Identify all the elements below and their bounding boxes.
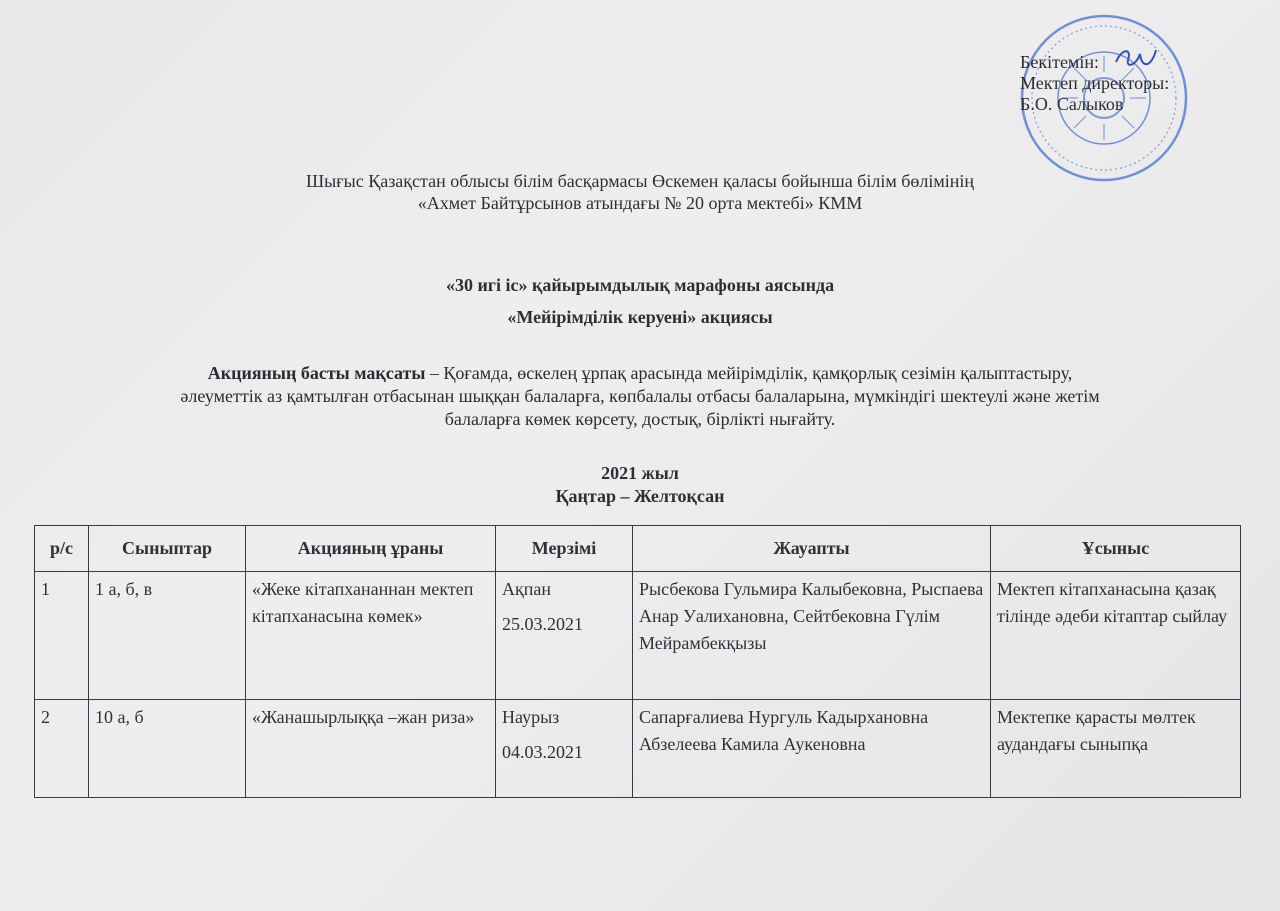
row-proposal: Мектепке қарасты мөлтек аудандағы сыныпқа: [991, 700, 1241, 798]
event-line-2: «Мейірімділік керуені» акциясы: [507, 307, 773, 327]
col-header-classes: Сыныптар: [89, 526, 246, 572]
goal-line-1: [30, 362, 1250, 385]
goal-text-1: Қоғамда, өскелең ұрпақ арасында мейірімділік, қамқорлық сезімін қалыптастыру,: [443, 363, 1073, 383]
approval-line-director: Мектеп директоры:: [1020, 73, 1170, 93]
period-year: 2021 жыл: [601, 463, 679, 483]
row-slogan: «Жеке кітапхананнан мектеп кітапханасына көмек»: [246, 572, 496, 700]
event-title: [0, 269, 1280, 333]
col-header-slogan: Акцияның ұраны: [246, 526, 496, 572]
row-responsible: Рысбекова Гульмира Калыбековна, Рыспаева Анар Уалихановна, Сейтбековна Гүлім Мейрамбекқызы: [633, 572, 991, 700]
goal-label: Акцияның басты мақсаты: [207, 363, 426, 383]
action-plan-table: [34, 525, 1241, 798]
row-month: Наурыз: [502, 707, 560, 727]
row-slogan: «Жанашырлыққа –жан риза»: [246, 700, 496, 798]
table-row: [35, 700, 1241, 798]
row-deadline: [496, 700, 633, 798]
row-month: Ақпан: [502, 579, 551, 599]
row-number: 1: [35, 572, 89, 700]
org-line-1: Шығыс Қазақстан облысы білім басқармасы Өскемен қаласы бойынша білім бөлімінің: [305, 171, 975, 191]
col-header-deadline: Мерзімі: [496, 526, 633, 572]
table-row: [35, 572, 1241, 700]
approval-line-name: Б.О. Салыков: [1020, 94, 1124, 114]
col-header-responsible: Жауапты: [633, 526, 991, 572]
row-classes: 1 а, б, в: [89, 572, 246, 700]
row-classes: 10 а, б: [89, 700, 246, 798]
period-months: Қаңтар – Желтоқсан: [555, 486, 725, 506]
table-header-row: [35, 526, 1241, 572]
row-proposal: Мектеп кітапханасына қазақ тілінде әдеби кітаптар сыйлау: [991, 572, 1241, 700]
event-line-1: «30 игі іс» қайырымдылық марафоны аясында: [445, 275, 835, 295]
goal-line-3: балаларға көмек көрсету, достық, бірлікті нығайту.: [444, 409, 836, 429]
goal-paragraph: [30, 362, 1250, 431]
col-header-number: р/с: [35, 526, 89, 572]
approval-line-approve: Бекітемін:: [1020, 52, 1099, 72]
col-header-proposal: Ұсыныс: [991, 526, 1241, 572]
director-signature: [1112, 40, 1162, 74]
period-block: [0, 462, 1280, 508]
row-number: 2: [35, 700, 89, 798]
row-date: 25.03.2021: [502, 614, 583, 634]
goal-line-2: әлеуметтік аз қамтылған отбасынан шыққан балаларға, көпбалалы отбасы балаларына, мүмкіндігі шектеулі және жетім: [180, 386, 1100, 406]
row-deadline: [496, 572, 633, 700]
goal-dash: –: [425, 363, 444, 383]
row-date: 04.03.2021: [502, 742, 583, 762]
org-line-2: «Ахмет Байтұрсынов атындағы № 20 орта мектебі» КММ: [417, 193, 863, 213]
row-responsible: Сапарғалиева Нургуль Кадырхановна Абзелеева Камила Аукеновна: [633, 700, 991, 798]
